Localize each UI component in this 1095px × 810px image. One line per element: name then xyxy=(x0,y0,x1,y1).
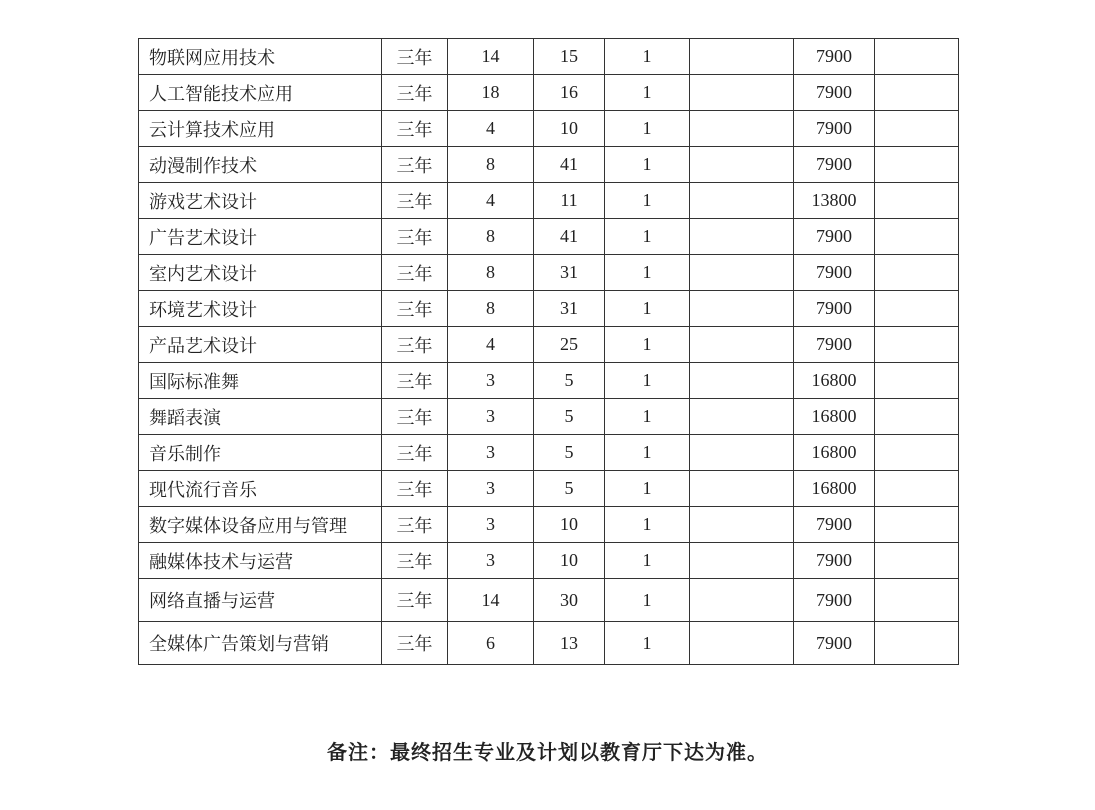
count-c: 1 xyxy=(605,147,690,183)
table-row xyxy=(139,622,959,665)
major-name: 动漫制作技术 xyxy=(139,147,382,183)
blank-cell xyxy=(875,75,959,111)
table-row xyxy=(139,219,959,255)
enrollment-plan-table xyxy=(138,38,959,665)
table-row xyxy=(139,579,959,622)
blank-cell xyxy=(690,622,794,665)
table-row xyxy=(139,471,959,507)
duration: 三年 xyxy=(382,471,448,507)
count-b: 10 xyxy=(534,507,605,543)
duration: 三年 xyxy=(382,111,448,147)
count-a: 14 xyxy=(448,579,534,622)
count-c: 1 xyxy=(605,435,690,471)
tuition-fee: 7900 xyxy=(794,39,875,75)
duration: 三年 xyxy=(382,543,448,579)
count-b: 31 xyxy=(534,291,605,327)
count-c: 1 xyxy=(605,75,690,111)
blank-cell xyxy=(690,363,794,399)
count-c: 1 xyxy=(605,219,690,255)
table-row xyxy=(139,435,959,471)
duration: 三年 xyxy=(382,507,448,543)
table-row xyxy=(139,543,959,579)
duration: 三年 xyxy=(382,255,448,291)
blank-cell xyxy=(690,39,794,75)
duration: 三年 xyxy=(382,39,448,75)
count-a: 3 xyxy=(448,507,534,543)
duration: 三年 xyxy=(382,363,448,399)
blank-cell xyxy=(875,543,959,579)
blank-cell xyxy=(875,111,959,147)
major-name: 云计算技术应用 xyxy=(139,111,382,147)
tuition-fee: 7900 xyxy=(794,111,875,147)
major-name: 人工智能技术应用 xyxy=(139,75,382,111)
major-name: 现代流行音乐 xyxy=(139,471,382,507)
tuition-fee: 7900 xyxy=(794,147,875,183)
blank-cell xyxy=(690,543,794,579)
count-a: 6 xyxy=(448,622,534,665)
duration: 三年 xyxy=(382,183,448,219)
count-c: 1 xyxy=(605,579,690,622)
count-b: 10 xyxy=(534,543,605,579)
tuition-fee: 13800 xyxy=(794,183,875,219)
tuition-fee: 7900 xyxy=(794,579,875,622)
tuition-fee: 7900 xyxy=(794,75,875,111)
tuition-fee: 7900 xyxy=(794,219,875,255)
blank-cell xyxy=(875,622,959,665)
tuition-fee: 16800 xyxy=(794,435,875,471)
count-c: 1 xyxy=(605,622,690,665)
blank-cell xyxy=(690,255,794,291)
count-a: 4 xyxy=(448,111,534,147)
count-a: 8 xyxy=(448,255,534,291)
count-b: 5 xyxy=(534,363,605,399)
blank-cell xyxy=(875,183,959,219)
table-row xyxy=(139,183,959,219)
tuition-fee: 7900 xyxy=(794,543,875,579)
table-row xyxy=(139,327,959,363)
blank-cell xyxy=(690,147,794,183)
blank-cell xyxy=(690,399,794,435)
count-c: 1 xyxy=(605,327,690,363)
blank-cell xyxy=(875,147,959,183)
count-c: 1 xyxy=(605,543,690,579)
blank-cell xyxy=(690,579,794,622)
major-name: 室内艺术设计 xyxy=(139,255,382,291)
tuition-fee: 7900 xyxy=(794,291,875,327)
count-b: 41 xyxy=(534,219,605,255)
blank-cell xyxy=(875,363,959,399)
blank-cell xyxy=(875,435,959,471)
major-name: 数字媒体设备应用与管理 xyxy=(139,507,382,543)
count-c: 1 xyxy=(605,39,690,75)
blank-cell xyxy=(690,471,794,507)
count-c: 1 xyxy=(605,291,690,327)
count-a: 18 xyxy=(448,75,534,111)
tuition-fee: 7900 xyxy=(794,622,875,665)
blank-cell xyxy=(875,255,959,291)
count-a: 8 xyxy=(448,147,534,183)
blank-cell xyxy=(690,327,794,363)
blank-cell xyxy=(875,39,959,75)
major-name: 网络直播与运营 xyxy=(139,579,382,622)
duration: 三年 xyxy=(382,435,448,471)
count-c: 1 xyxy=(605,363,690,399)
table-row xyxy=(139,255,959,291)
table-row xyxy=(139,39,959,75)
tuition-fee: 16800 xyxy=(794,471,875,507)
blank-cell xyxy=(690,507,794,543)
major-name: 游戏艺术设计 xyxy=(139,183,382,219)
count-b: 15 xyxy=(534,39,605,75)
table-row xyxy=(139,291,959,327)
blank-cell xyxy=(690,111,794,147)
count-c: 1 xyxy=(605,255,690,291)
count-b: 16 xyxy=(534,75,605,111)
count-c: 1 xyxy=(605,507,690,543)
duration: 三年 xyxy=(382,399,448,435)
blank-cell xyxy=(875,399,959,435)
tuition-fee: 16800 xyxy=(794,399,875,435)
major-name: 广告艺术设计 xyxy=(139,219,382,255)
count-c: 1 xyxy=(605,399,690,435)
blank-cell xyxy=(690,219,794,255)
count-b: 10 xyxy=(534,111,605,147)
table-row xyxy=(139,507,959,543)
tuition-fee: 7900 xyxy=(794,327,875,363)
blank-cell xyxy=(690,183,794,219)
duration: 三年 xyxy=(382,291,448,327)
duration: 三年 xyxy=(382,327,448,363)
major-name: 音乐制作 xyxy=(139,435,382,471)
tuition-fee: 7900 xyxy=(794,507,875,543)
major-name: 物联网应用技术 xyxy=(139,39,382,75)
blank-cell xyxy=(875,579,959,622)
major-name: 国际标准舞 xyxy=(139,363,382,399)
blank-cell xyxy=(690,435,794,471)
table-row xyxy=(139,363,959,399)
count-c: 1 xyxy=(605,183,690,219)
count-a: 3 xyxy=(448,435,534,471)
blank-cell xyxy=(875,327,959,363)
count-b: 41 xyxy=(534,147,605,183)
count-b: 13 xyxy=(534,622,605,665)
count-b: 5 xyxy=(534,435,605,471)
major-name: 舞蹈表演 xyxy=(139,399,382,435)
count-b: 30 xyxy=(534,579,605,622)
duration: 三年 xyxy=(382,147,448,183)
major-name: 环境艺术设计 xyxy=(139,291,382,327)
blank-cell xyxy=(875,471,959,507)
count-b: 31 xyxy=(534,255,605,291)
count-a: 3 xyxy=(448,363,534,399)
duration: 三年 xyxy=(382,579,448,622)
blank-cell xyxy=(690,75,794,111)
blank-cell xyxy=(690,291,794,327)
count-b: 5 xyxy=(534,399,605,435)
duration: 三年 xyxy=(382,219,448,255)
duration: 三年 xyxy=(382,75,448,111)
count-a: 4 xyxy=(448,327,534,363)
count-a: 3 xyxy=(448,399,534,435)
blank-cell xyxy=(875,291,959,327)
count-a: 3 xyxy=(448,471,534,507)
table-row xyxy=(139,399,959,435)
count-a: 4 xyxy=(448,183,534,219)
tuition-fee: 7900 xyxy=(794,255,875,291)
count-c: 1 xyxy=(605,111,690,147)
count-a: 8 xyxy=(448,291,534,327)
blank-cell xyxy=(875,507,959,543)
major-name: 全媒体广告策划与营销 xyxy=(139,622,382,665)
count-a: 14 xyxy=(448,39,534,75)
table-row xyxy=(139,147,959,183)
table-row xyxy=(139,75,959,111)
count-b: 25 xyxy=(534,327,605,363)
major-name: 产品艺术设计 xyxy=(139,327,382,363)
tuition-fee: 16800 xyxy=(794,363,875,399)
blank-cell xyxy=(875,219,959,255)
major-name: 融媒体技术与运营 xyxy=(139,543,382,579)
table-row xyxy=(139,111,959,147)
count-b: 11 xyxy=(534,183,605,219)
count-a: 8 xyxy=(448,219,534,255)
duration: 三年 xyxy=(382,622,448,665)
count-c: 1 xyxy=(605,471,690,507)
footnote: 备注：最终招生专业及计划以教育厅下达为准。 xyxy=(327,742,768,764)
count-a: 3 xyxy=(448,543,534,579)
count-b: 5 xyxy=(534,471,605,507)
